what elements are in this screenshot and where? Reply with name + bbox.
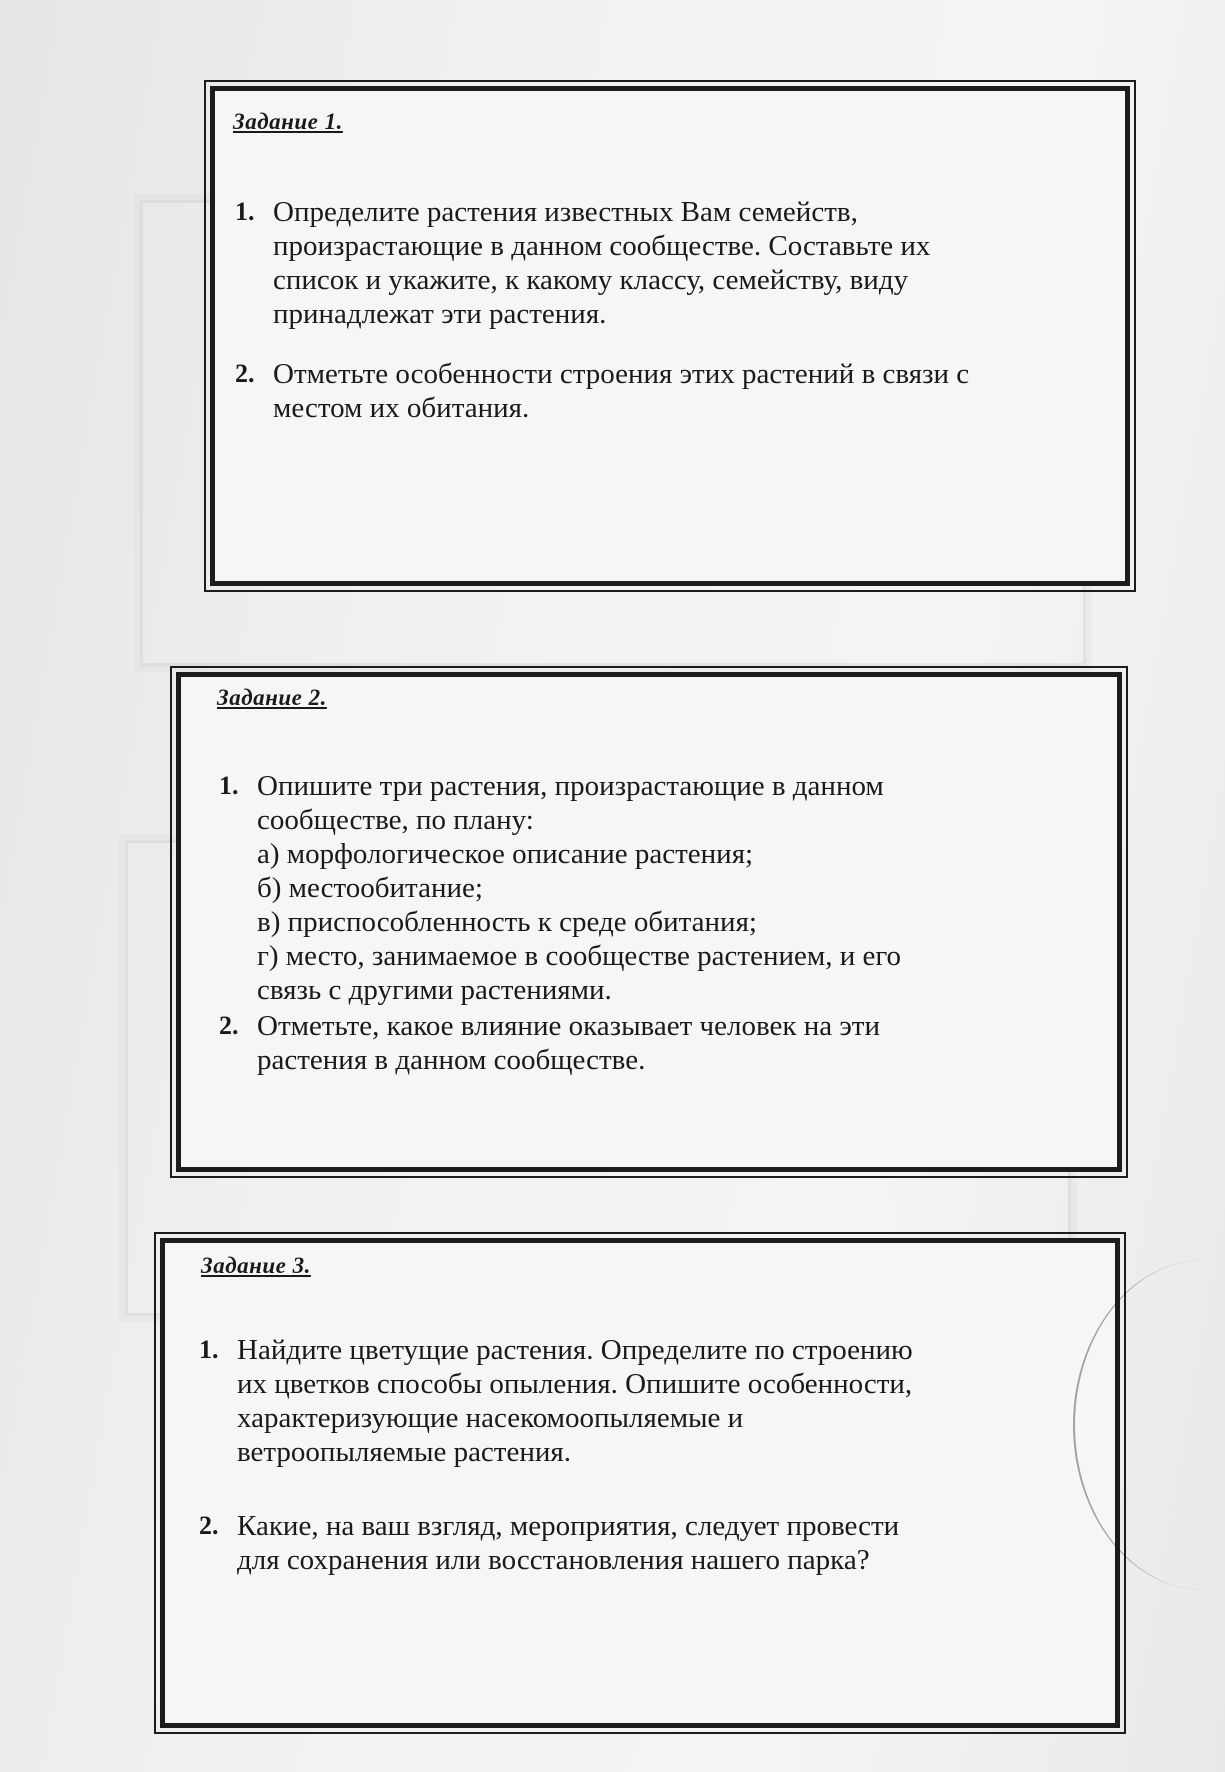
item-line: Опишите три растения, произрастающие в данном <box>257 770 884 802</box>
item-line: б) местообитание; <box>257 872 483 904</box>
task-1-item-2 <box>235 357 1115 425</box>
task-box-2 <box>176 672 1122 1172</box>
task-title-3: Задание 3. <box>201 1253 311 1278</box>
item-number: 1. <box>219 771 239 800</box>
task-title-1: Задание 1. <box>233 109 343 134</box>
task-2-item-2 <box>219 1009 1109 1077</box>
item-number: 2. <box>199 1511 219 1540</box>
item-line: список и укажите, к какому классу, семейству, виду <box>273 264 909 296</box>
item-line: характеризующие насекомоопыляемые и <box>237 1402 744 1434</box>
task-1-item-1 <box>235 195 1115 331</box>
task-3-item-2 <box>199 1509 1099 1577</box>
task-title-2: Задание 2. <box>217 685 327 710</box>
item-line: Отметьте особенности строения этих растений в связи с <box>273 358 970 390</box>
task-list-1 <box>235 195 1115 425</box>
item-line: связь с другими растениями. <box>257 974 612 1006</box>
item-line: Какие, на ваш взгляд, мероприятия, следует провести <box>237 1510 900 1542</box>
item-line: в) приспособленность к среде обитания; <box>257 906 757 938</box>
task-box-3 <box>160 1238 1120 1728</box>
task-2-item-1 <box>219 769 1109 1007</box>
item-line: г) место, занимаемое в сообществе растением, и его <box>257 940 902 972</box>
item-line: для сохранения или восстановления нашего парка? <box>237 1544 870 1576</box>
item-line: Определите растения известных Вам семейств, <box>273 196 858 228</box>
item-line: сообществе, по плану: <box>257 804 534 836</box>
item-line: произрастающие в данном сообществе. Составьте их <box>273 230 931 262</box>
item-number: 2. <box>219 1011 239 1040</box>
task-box-1 <box>210 86 1130 586</box>
task-list-3 <box>199 1333 1099 1577</box>
item-line: Отметьте, какое влияние оказывает человек на эти <box>257 1010 880 1042</box>
item-number: 2. <box>235 359 255 388</box>
item-line: принадлежат эти растения. <box>273 298 607 330</box>
item-line: Найдите цветущие растения. Определите по строению <box>237 1334 913 1366</box>
item-line: а) морфологическое описание растения; <box>257 838 754 870</box>
item-line: их цветков способы опыления. Опишите особенности, <box>237 1368 913 1400</box>
item-line: ветроопыляемые растения. <box>237 1436 571 1468</box>
item-number: 1. <box>199 1335 219 1364</box>
task-list-2 <box>219 769 1109 1077</box>
item-line: местом их обитания. <box>273 392 530 424</box>
item-line: растения в данном сообществе. <box>257 1044 646 1076</box>
item-number: 1. <box>235 197 255 226</box>
task-3-item-1 <box>199 1333 1099 1469</box>
